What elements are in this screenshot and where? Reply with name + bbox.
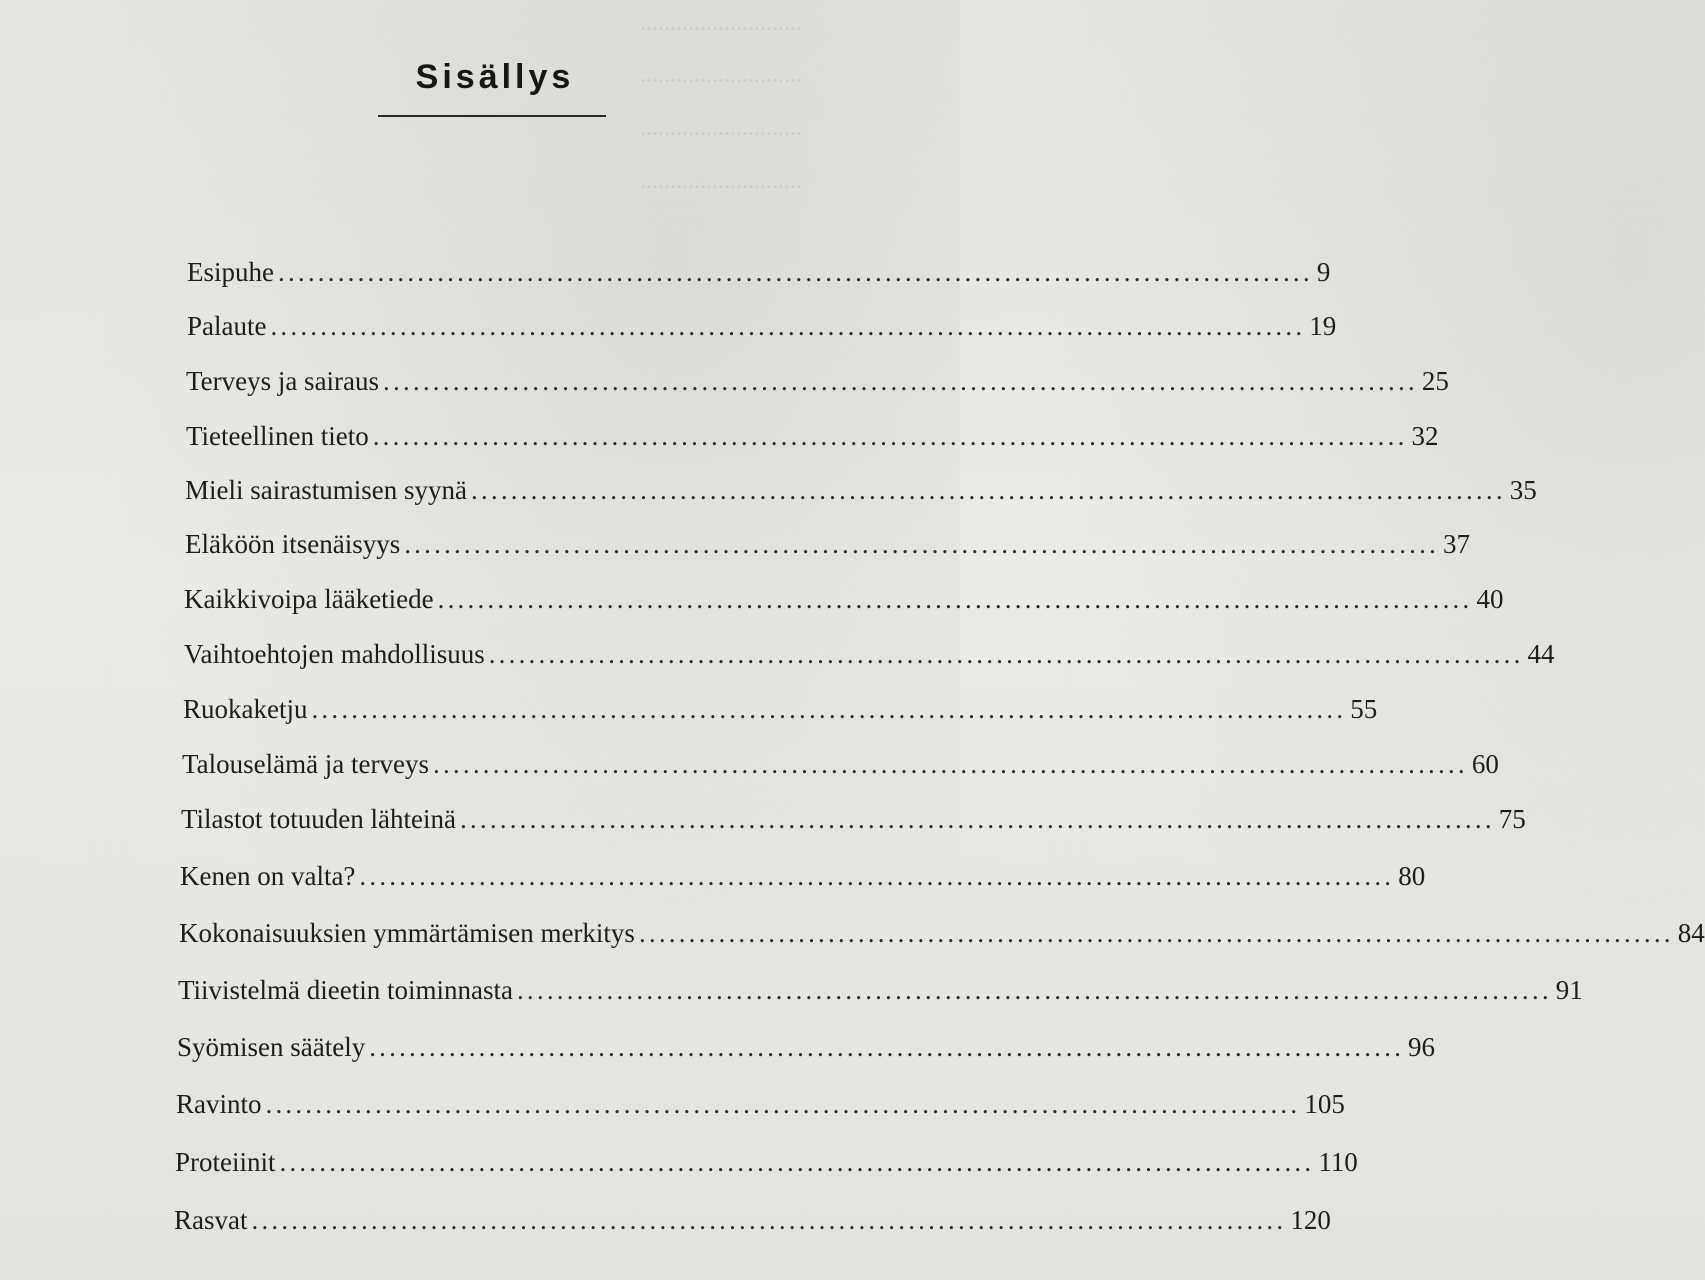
dot-leader: ........................................................................................................ <box>372 421 1408 451</box>
toc-entry-page: 80 <box>1398 861 1426 891</box>
toc-entry-page: 44 <box>1527 639 1555 669</box>
toc-entry-title: Tiivistelmä dieetin toiminnasta <box>178 975 513 1005</box>
toc-entry-title: Kenen on valta? <box>180 861 356 891</box>
show-through-text: ........................... <box>640 115 802 141</box>
toc-entry-title: Tilastot totuuden lähteinä <box>181 804 456 834</box>
toc-entry-title: Mieli sairastumisen syynä <box>185 475 467 505</box>
dot-leader: ........................................................................................................ <box>433 749 1468 779</box>
toc-entry-title: Rasvat <box>174 1205 248 1235</box>
toc-entry <box>182 738 1499 782</box>
toc-entry <box>184 628 1555 672</box>
toc-entry-page: 9 <box>1316 257 1331 287</box>
toc-entry <box>180 850 1426 894</box>
toc-entry-title: Eläköön itsenäisyys <box>185 529 401 559</box>
toc-entry-page: 55 <box>1350 694 1378 724</box>
toc-entry-title: Tieteellinen tieto <box>186 421 369 451</box>
toc-entry <box>175 1136 1358 1180</box>
dot-leader: ........................................................................................................ <box>311 694 1347 724</box>
toc-entry-page: 25 <box>1421 366 1449 396</box>
toc-entry <box>178 964 1583 1008</box>
dot-leader: ........................................................................................................ <box>470 475 1506 505</box>
toc-entry <box>186 410 1439 454</box>
dot-leader: ........................................................................................................ <box>488 639 1524 669</box>
toc-entry-page: 105 <box>1304 1089 1345 1119</box>
toc-entry-title: Vaihtoehtojen mahdollisuus <box>184 639 485 669</box>
toc-entry <box>176 1078 1345 1122</box>
toc-entry-title: Kaikkivoipa lääketiede <box>184 584 434 614</box>
page-title: Sisällys <box>415 58 575 96</box>
toc-entry-page: 60 <box>1471 749 1499 779</box>
toc-entry-title: Kokonaisuuksien ymmärtämisen merkitys <box>179 918 635 948</box>
dot-leader: ........................................................................................................ <box>265 1089 1301 1119</box>
toc-entry <box>185 464 1537 508</box>
toc-entry <box>177 1021 1436 1065</box>
toc-entry-page: 120 <box>1290 1205 1331 1235</box>
toc-entry-page: 35 <box>1509 475 1537 505</box>
toc-entry-page: 91 <box>1555 975 1583 1005</box>
dot-leader: ........................................................................................................ <box>404 529 1440 559</box>
toc-entry-title: Ravinto <box>176 1089 262 1119</box>
toc-entry <box>184 573 1504 617</box>
dot-leader: ........................................................................................................ <box>383 366 1418 396</box>
toc-entry-title: Esipuhe <box>187 257 274 287</box>
toc-entry-title: Talouselämä ja terveys <box>182 749 430 779</box>
toc-entry <box>174 1194 1331 1238</box>
toc-entry-page: 110 <box>1318 1147 1358 1177</box>
toc-entry-title: Palaute <box>187 311 267 341</box>
show-through-text: ........................... <box>640 168 802 194</box>
toc-entry-page: 96 <box>1408 1032 1436 1062</box>
show-through-text: ........................... <box>640 62 802 88</box>
toc-entry <box>181 793 1526 837</box>
dot-leader: ........................................................................................................ <box>638 918 1674 948</box>
dot-leader: ........................................................................................................ <box>270 311 1306 341</box>
show-through-text: ........................... <box>640 10 802 36</box>
toc-entry <box>179 907 1705 951</box>
dot-leader: ........................................................................................................ <box>516 975 1552 1005</box>
dot-leader: ........................................................................................................ <box>279 1147 1315 1177</box>
toc-entry-page: 40 <box>1476 584 1504 614</box>
toc-entry <box>183 683 1378 727</box>
title-underline <box>378 115 606 117</box>
toc-entry <box>186 355 1449 399</box>
toc-entry <box>187 300 1337 344</box>
toc-entry-title: Terveys ja sairaus <box>186 366 380 396</box>
dot-leader: ........................................................................................................ <box>359 861 1395 891</box>
toc-entry-page: 37 <box>1443 529 1471 559</box>
toc-entry-title: Syömisen säätely <box>177 1032 366 1062</box>
toc-entry <box>187 246 1331 290</box>
toc-entry <box>185 518 1471 562</box>
dot-leader: ........................................................................................................ <box>459 804 1495 834</box>
toc-entry-page: 84 <box>1677 918 1705 948</box>
toc-entry-page: 75 <box>1498 804 1526 834</box>
toc-entry-page: 32 <box>1411 421 1439 451</box>
dot-leader: ........................................................................................................ <box>251 1205 1287 1235</box>
toc-entry-title: Ruokaketju <box>183 694 308 724</box>
toc-entry-title: Proteiinit <box>175 1147 276 1177</box>
dot-leader: ........................................................................................................ <box>278 257 1313 287</box>
dot-leader: ........................................................................................................ <box>437 584 1473 614</box>
dot-leader: ........................................................................................................ <box>369 1032 1405 1062</box>
toc-entry-page: 19 <box>1309 311 1337 341</box>
